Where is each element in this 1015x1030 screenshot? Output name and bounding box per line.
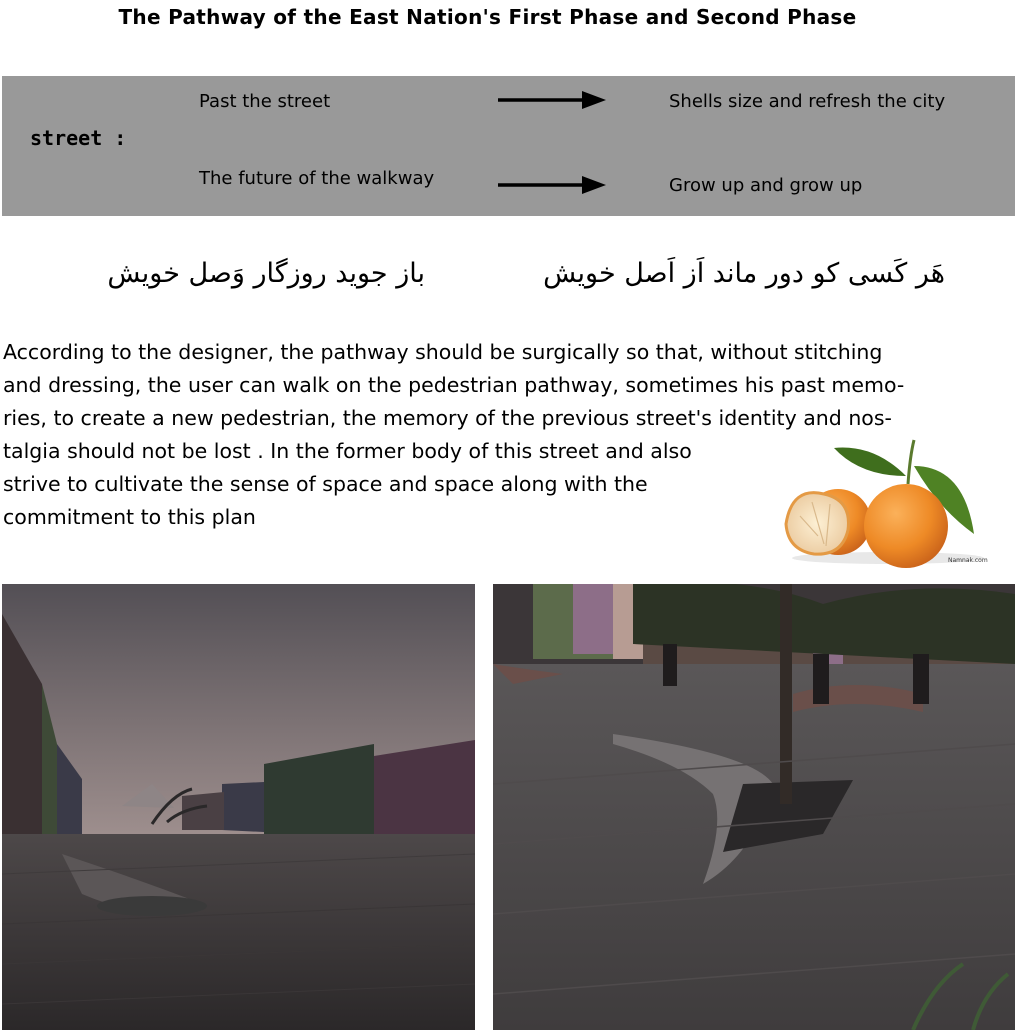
watermark-text: Namnak.com bbox=[948, 557, 988, 564]
paragraph-line: commitment to this plan bbox=[3, 505, 256, 529]
row-1-to: Shells size and refresh the city bbox=[669, 91, 946, 112]
poem-right-verse: هَر کَسی کو دور ماند اَز اَصل خویش bbox=[543, 258, 945, 289]
paragraph-line: According to the designer, the pathway should be surgically so that, without stitching bbox=[3, 340, 883, 364]
poem-left-verse: باز جوید روزگار وَصل خویش bbox=[107, 258, 425, 289]
mandarin-oranges-image bbox=[778, 436, 990, 568]
arrow-right-icon bbox=[498, 90, 608, 110]
row-2-to: Grow up and grow up bbox=[669, 175, 863, 196]
row-2-from: The future of the walkway bbox=[199, 168, 435, 189]
paragraph-line: talgia should not be lost . In the former body of this street and also bbox=[3, 439, 692, 463]
street-table bbox=[2, 76, 1015, 216]
row-1-from: Past the street bbox=[199, 91, 331, 112]
street-render-dusk bbox=[2, 584, 475, 1030]
street-label: street : bbox=[30, 126, 127, 150]
pedestrian-pathway-render bbox=[493, 584, 1015, 1030]
page-title: The Pathway of the East Nation's First Phase and Second Phase bbox=[118, 5, 857, 29]
paragraph-line: and dressing, the user can walk on the pedestrian pathway, sometimes his past memo- bbox=[3, 373, 905, 397]
paragraph-line: ries, to create a new pedestrian, the memory of the previous street's identity and nos- bbox=[3, 406, 892, 430]
paragraph-line: strive to cultivate the sense of space and space along with the bbox=[3, 472, 648, 496]
arrow-right-icon bbox=[498, 175, 608, 195]
